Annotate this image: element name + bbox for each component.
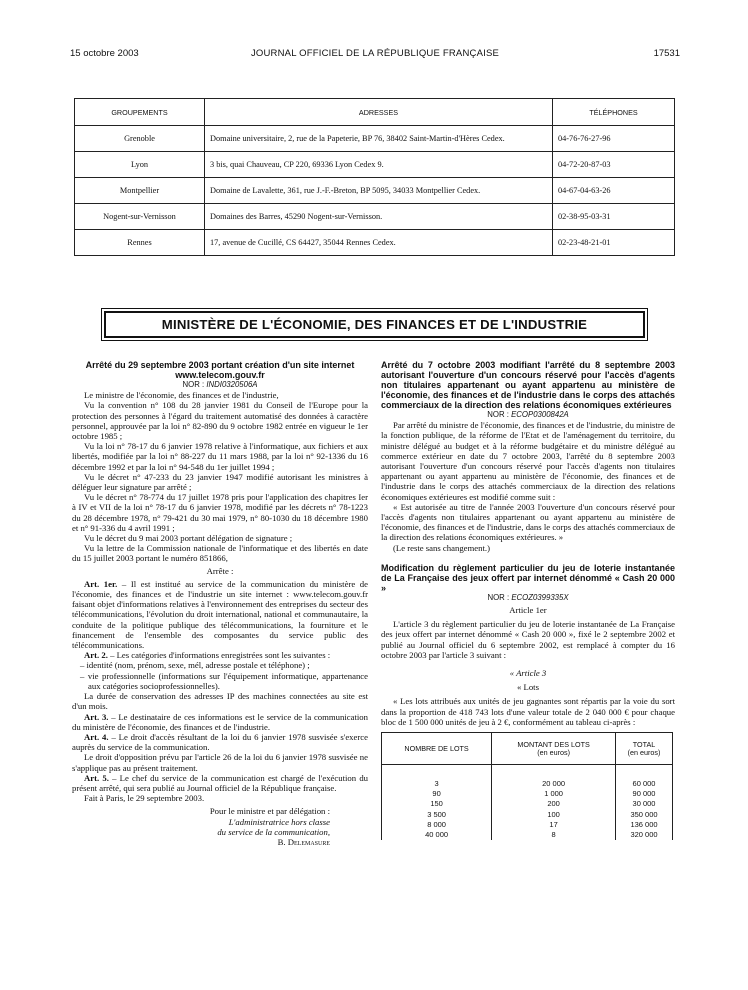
address-cell: Domaine de Lavalette, 361, rue J.-F.-Breton, BP 5095, 34033 Montpellier Cedex. bbox=[205, 178, 553, 204]
table-cell: 30 000 bbox=[616, 799, 673, 809]
table-row bbox=[382, 810, 673, 820]
paragraph: « Les lots attribués aux unités de jeu gagnantes sont répartis par la voie du sort dans la proportion de 418 743 lots d'une valeur totale de 2 040 000 € pour chaque bloc de 1 500 000 unités de jeu à 2 €, conformément au tableau ci-après : bbox=[381, 696, 675, 727]
article-label: Art. 4. bbox=[84, 731, 109, 742]
nor-code: ECOP0300842A bbox=[511, 410, 569, 419]
lots-table-header bbox=[382, 733, 673, 765]
signatory-name: B. Delemasure bbox=[277, 836, 330, 847]
running-header bbox=[70, 48, 680, 62]
paragraph: Vu la lettre de la Commission nationale de l'informatique et des libertés en date du 15 juillet 2003 portant le numéro 851866, bbox=[72, 543, 368, 564]
table-cell: 1 000 bbox=[492, 789, 616, 799]
issue-date: 15 octobre 2003 bbox=[70, 48, 139, 59]
page-number: 17531 bbox=[653, 48, 680, 59]
table-cell: 200 bbox=[492, 799, 616, 809]
phone-cell: 04-72-20-87-03 bbox=[553, 152, 675, 178]
addresses-table-body bbox=[75, 126, 675, 256]
table-cell: 60 000 bbox=[616, 765, 673, 790]
article-text: – Le chef du service de la communication est chargé de l'exécution du présent arrêté, qui sera publié au Journal officiel de la République française. bbox=[72, 772, 369, 793]
signature-line: L'administratrice hors classe bbox=[228, 816, 330, 827]
ministry-banner: MINISTÈRE DE L'ÉCONOMIE, DES FINANCES ET DE L'INDUSTRIE bbox=[104, 311, 645, 338]
table-cell: 40 000 bbox=[382, 830, 492, 840]
col-header-nombre: NOMBRE DE LOTS bbox=[382, 733, 492, 765]
article-label: Art. 3. bbox=[84, 711, 109, 722]
table-cell: 17 bbox=[492, 820, 616, 830]
paragraph: Vu la convention n° 108 du 28 janvier 1981 du Conseil de l'Europe pour la protection des personnes à l'égard du traitement automatisé des données à caractère personnel, approuvée par la loi n° 82-890 du 9 octobre 1982 entrée en vigueur le 1er octobre 1985 ; bbox=[72, 400, 368, 442]
table-cell: 320 000 bbox=[616, 830, 673, 840]
nor-reference-left bbox=[72, 380, 368, 390]
col-header-groupements: GROUPEMENTS bbox=[75, 99, 205, 126]
table-cell: 3 500 bbox=[382, 810, 492, 820]
arrete-heading: Arrête : bbox=[206, 565, 234, 576]
table-row bbox=[75, 230, 675, 256]
nor-reference-right-2 bbox=[381, 593, 675, 603]
article-1 bbox=[72, 579, 368, 650]
col-header-total: TOTAL (en euros) bbox=[616, 733, 673, 765]
paragraph: Le ministre de l'économie, des finances et de l'industrie, bbox=[84, 390, 279, 401]
nor-code: INDI0320506A bbox=[206, 380, 258, 389]
address-cell: Domaine universitaire, 2, rue de la Papeterie, BP 76, 38402 Saint-Martin-d'Hères Cedex. bbox=[205, 126, 553, 152]
address-cell: Domaines des Barres, 45290 Nogent-sur-Vernisson. bbox=[205, 204, 553, 230]
col-header-montant: MONTANT DES LOTS (en euros) bbox=[492, 733, 616, 765]
article-text: – Il est institué au service de la communication du ministère de l'économie, des finances et de l'industrie un site internet : www.telecom.gouv.fr faisant objet d'informations relatives à l'environnement des entreprises du secteur des télécommunications, l'évolution du droit international, national et communautaire, la conduite de la politique publique des télécommunications, la fourniture et le financement de l'ensemble des composantes du service public des télécommunications. bbox=[72, 578, 369, 651]
table-row bbox=[382, 820, 673, 830]
signature-line: du service de la communication, bbox=[217, 826, 330, 837]
article-text: – Les catégories d'informations enregistrées sont les suivantes : bbox=[107, 650, 331, 661]
table-row bbox=[75, 178, 675, 204]
signature-line: Pour le ministre et par délégation : bbox=[209, 806, 330, 817]
group-cell: Lyon bbox=[75, 152, 205, 178]
table-row bbox=[75, 126, 675, 152]
paragraph: La durée de conservation des adresses IP des machines connectées au site est d'un mois. bbox=[72, 691, 368, 712]
paragraph: Par arrêté du ministre de l'économie, des finances et de l'industrie, du ministre de la fonction publique, de la réforme de l'Etat et de l'aménagement du territoire, du ministre délégué au budget et à la réforme budgétaire et du ministre délégué au commerce extérieur en date du 7 octobre 2003, l'arrêté du 8 septembre 2003 autorisant l'ouverture d'un concours réservé pour l'accès d'agents non titulaires appartenant ou ayant appartenu au ministère de l'économie, des finances et de l'industrie dans le corps des attachés commerciaux de la direction des relations économiques extérieures est modifié comme suit : bbox=[381, 420, 675, 502]
done-at: Fait à Paris, le 29 septembre 2003. bbox=[84, 793, 205, 804]
paragraph: Vu le décret n° 78-774 du 17 juillet 1978 pris pour l'application des chapitres Ier à IV et VII de la loi n° 78-17 du 6 janvier 1978, modifié par les décrets n° 78-1223 du 28 décembre 1978, n° 79-421 du 30 mai 1979, n° 80-1030 du 18 décembre 1980 et n° 91-336 du 4 avril 1991 ; bbox=[72, 492, 368, 533]
paragraph: Le droit d'opposition prévu par l'article 26 de la loi du 6 janvier 1978 susvisée ne s'applique pas au présent traitement. bbox=[72, 752, 368, 773]
table-row bbox=[382, 830, 673, 840]
table-cell: 8 000 bbox=[382, 820, 492, 830]
table-cell: 20 000 bbox=[492, 765, 616, 790]
lots-table bbox=[381, 732, 673, 840]
article-label: Art. 2. bbox=[84, 650, 108, 661]
phone-cell: 02-23-48-21-01 bbox=[553, 230, 675, 256]
paragraph: Vu le décret du 9 mai 2003 portant délégation de signature ; bbox=[84, 533, 293, 544]
addresses-table bbox=[74, 98, 675, 256]
left-column bbox=[72, 360, 368, 847]
table-cell: 350 000 bbox=[616, 810, 673, 820]
addresses-table-header bbox=[75, 99, 675, 126]
table-row bbox=[382, 765, 673, 790]
paragraph: (Le reste sans changement.) bbox=[393, 542, 490, 553]
group-cell: Rennes bbox=[75, 230, 205, 256]
paragraph: Vu le décret n° 47-233 du 23 janvier 1947 modifié autorisant les ministres à déléguer leur signature par arrêté ; bbox=[72, 471, 368, 493]
nor-label: NOR : bbox=[487, 592, 510, 602]
group-cell: Nogent-sur-Vernisson bbox=[75, 204, 205, 230]
table-row bbox=[382, 789, 673, 799]
col-header-adresses: ADRESSES bbox=[205, 99, 553, 126]
table-cell: 3 bbox=[382, 765, 492, 790]
article-4 bbox=[72, 732, 368, 752]
table-cell: 90 bbox=[382, 789, 492, 799]
table-cell: 8 bbox=[492, 830, 616, 840]
table-cell: 100 bbox=[492, 810, 616, 820]
article-label: Art. 1er. bbox=[84, 578, 118, 589]
table-cell: 136 000 bbox=[616, 820, 673, 830]
table-row bbox=[75, 152, 675, 178]
address-cell: 17, avenue de Cucillé, CS 64427, 35044 Rennes Cedex. bbox=[205, 230, 553, 256]
paragraph: « Est autorisée au titre de l'année 2003 l'ouverture d'un concours réservé pour l'accès d'agents non titulaires appartenant ou ayant appartenu au ministère de l'économie, des finances et de l'industrie, dans le corps des attachés commerciaux de la direction des relations économiques extérieures. » bbox=[381, 501, 675, 543]
article-text: – Le droit d'accès résultant de la loi du 6 janvier 1978 susvisée s'exerce auprès du service de la communication. bbox=[72, 731, 368, 753]
nor-code: ECOZ0399335X bbox=[511, 592, 569, 602]
article-heading: « Article 3 bbox=[509, 668, 547, 679]
group-cell: Montpellier bbox=[75, 178, 205, 204]
address-cell: 3 bis, quai Chauveau, CP 220, 69336 Lyon Cedex 9. bbox=[205, 152, 553, 178]
article-label: Art. 5. bbox=[84, 772, 109, 783]
arrete-title-left: Arrêté du 29 septembre 2003 portant création d'un site internet www.telecom.gouv.fr bbox=[85, 360, 355, 380]
list-item: – vie professionnelle (informations sur l'équipement informatique, appartenance aux catégories socioprofessionnelles). bbox=[80, 670, 368, 691]
table-cell: 90 000 bbox=[616, 789, 673, 799]
nor-label: NOR : bbox=[182, 380, 205, 389]
modification-title: Modification du règlement particulier du jeu de loterie instantanée de La Française des jeux offert par internet dénommé « Cash 20 000 » bbox=[381, 562, 675, 593]
article-5 bbox=[72, 773, 368, 793]
table-cell: 150 bbox=[382, 799, 492, 809]
lots-table-body bbox=[382, 765, 673, 841]
article-3 bbox=[72, 712, 368, 732]
right-column bbox=[381, 360, 675, 840]
table-row bbox=[382, 799, 673, 809]
list-item: – identité (nom, prénom, sexe, mél, adresse postale et téléphone) ; bbox=[80, 660, 310, 671]
phone-cell: 02-38-95-03-31 bbox=[553, 204, 675, 230]
group-cell: Grenoble bbox=[75, 126, 205, 152]
arrete-title-right: Arrêté du 7 octobre 2003 modifiant l'arrêté du 8 septembre 2003 autorisant l'ouverture d'un concours réservé pour l'accès d'agents non titulaires appartenant ou ayant appartenu au ministère de l'économie, des finances et de l'industrie dans le corps des attachés commerciaux de la direction des relations économiques extérieures bbox=[381, 360, 675, 410]
paragraph: L'article 3 du règlement particulier du jeu de loterie instantanée de La Française des jeux offert par internet dénommé « Cash 20 000 », fixé le 2 septembre 2002 et publié au Journal officiel du 6 septembre 2002, est remplacé à compter du 16 octobre 2003 par l'article 3 suivant : bbox=[381, 619, 675, 660]
nor-reference-right-1 bbox=[381, 410, 675, 420]
phone-cell: 04-76-76-27-96 bbox=[553, 126, 675, 152]
nor-label: NOR : bbox=[487, 410, 509, 419]
article-heading: Article 1er bbox=[509, 605, 547, 616]
article-2 bbox=[72, 650, 368, 660]
col-header-telephones: TÉLÉPHONES bbox=[553, 99, 675, 126]
journal-title: JOURNAL OFFICIEL DE LA RÉPUBLIQUE FRANÇAISE bbox=[250, 48, 500, 59]
paragraph: Vu la loi n° 78-17 du 6 janvier 1978 relative à l'informatique, aux fichiers et aux libertés, modifiée par la loi n° 88-227 du 11 mars 1988, par la loi n° 92-1336 du 16 décembre 1992 et par la loi n° 94-548 du 1er juillet 1994 ; bbox=[72, 441, 368, 472]
phone-cell: 04-67-04-63-26 bbox=[553, 178, 675, 204]
article-text: – Le destinataire de ces informations est le service de la communication du ministère de l'économie, des finances et de l'industrie. bbox=[72, 711, 368, 732]
section-heading: « Lots bbox=[517, 682, 539, 693]
table-row bbox=[75, 204, 675, 230]
